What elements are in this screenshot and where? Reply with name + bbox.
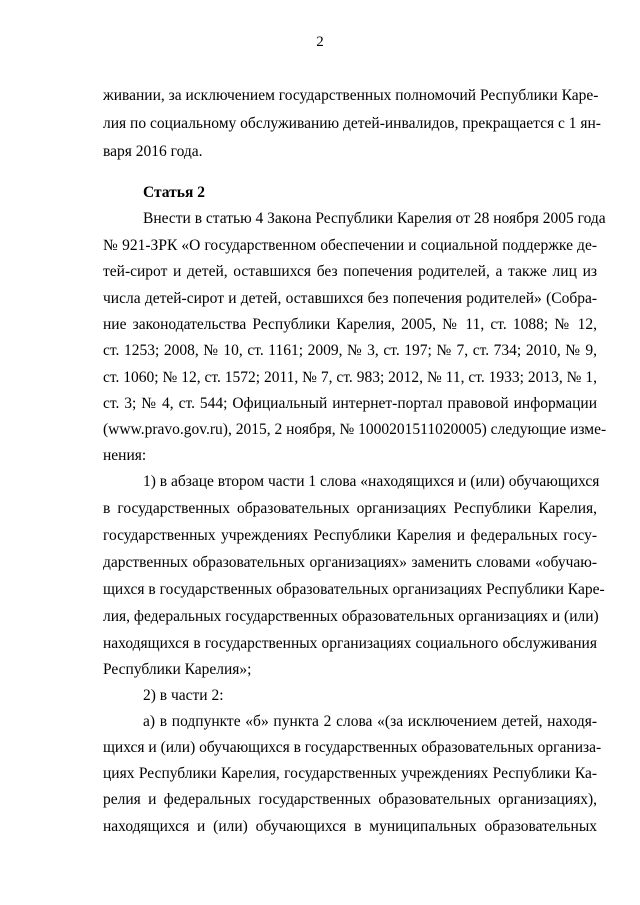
text-line: ст. 1253; 2008, № 10, ст. 1161; 2009, № 3, ст. 197; № 7, ст. 734; 2010, № 9, xyxy=(103,342,597,359)
text-line: № 921-ЗРК «О государственном обеспечении и социальной поддержке де- xyxy=(103,237,597,254)
article-heading: Статья 2 xyxy=(143,184,205,201)
text-line: (www.pravo.gov.ru), 2015, 2 ноября, № 1000201511020005) следующие изме- xyxy=(103,421,607,438)
text-line: Республики Карелия»; xyxy=(103,661,252,678)
text-line: лия, федеральных государственных образовательных организациях и (или) xyxy=(103,608,599,625)
text-line: ст. 1060; № 12, ст. 1572; 2011, № 7, ст. 983; 2012, № 11, ст. 1933; 2013, № 1, xyxy=(103,369,597,386)
text-line: нения: xyxy=(103,447,147,464)
text-line: находящихся и (или) обучающихся в муниципальных образовательных xyxy=(103,818,597,835)
text-line: щихся в государственных образовательных организациях Республики Каре- xyxy=(103,581,605,598)
text-line: государственных учреждениях Республики Карелия и федеральных госу- xyxy=(103,527,597,544)
text-line: 1) в абзаце втором части 1 слова «находящихся и (или) обучающихся xyxy=(143,473,600,490)
text-line: а) в подпункте «б» пункта 2 слова «(за исключением детей, находя- xyxy=(143,713,597,730)
text-line: релия и федеральных государственных образовательных организациях), xyxy=(103,791,597,808)
text-line: находящихся в государственных организациях социального обслуживания xyxy=(103,635,597,652)
text-line: числа детей-сирот и детей, оставшихся без попечения родителей» (Собра- xyxy=(103,290,597,307)
text-line: циях Республики Карелия, государственных учреждениях Республики Ка- xyxy=(103,765,597,782)
text-line: ст. 3; № 4, ст. 544; Официальный интернет-портал правовой информации xyxy=(103,395,597,412)
text-line: живании, за исключением государственных полномочий Республики Каре- xyxy=(103,87,599,104)
text-line: ние законодательства Республики Карелия, 2005, № 11, ст. 1088; № 12, xyxy=(103,316,597,333)
text-line: 2) в части 2: xyxy=(143,687,224,704)
text-line: Внести в статью 4 Закона Республики Карелия от 28 ноября 2005 года xyxy=(143,210,606,227)
text-line: в государственных образовательных организациях Республики Карелия, xyxy=(103,500,597,517)
text-line: дарственных образовательных организациях» заменить словами «обучаю- xyxy=(103,554,597,571)
page-number: 2 xyxy=(316,34,324,50)
text-line: варя 2016 года. xyxy=(103,143,203,160)
text-line: лия по социальному обслуживанию детей-инвалидов, прекращается с 1 ян- xyxy=(103,115,601,132)
text-line: щихся и (или) обучающихся в государственных образовательных организа- xyxy=(103,739,602,756)
text-line: тей-сирот и детей, оставшихся без попечения родителей, а также лиц из xyxy=(103,263,597,280)
